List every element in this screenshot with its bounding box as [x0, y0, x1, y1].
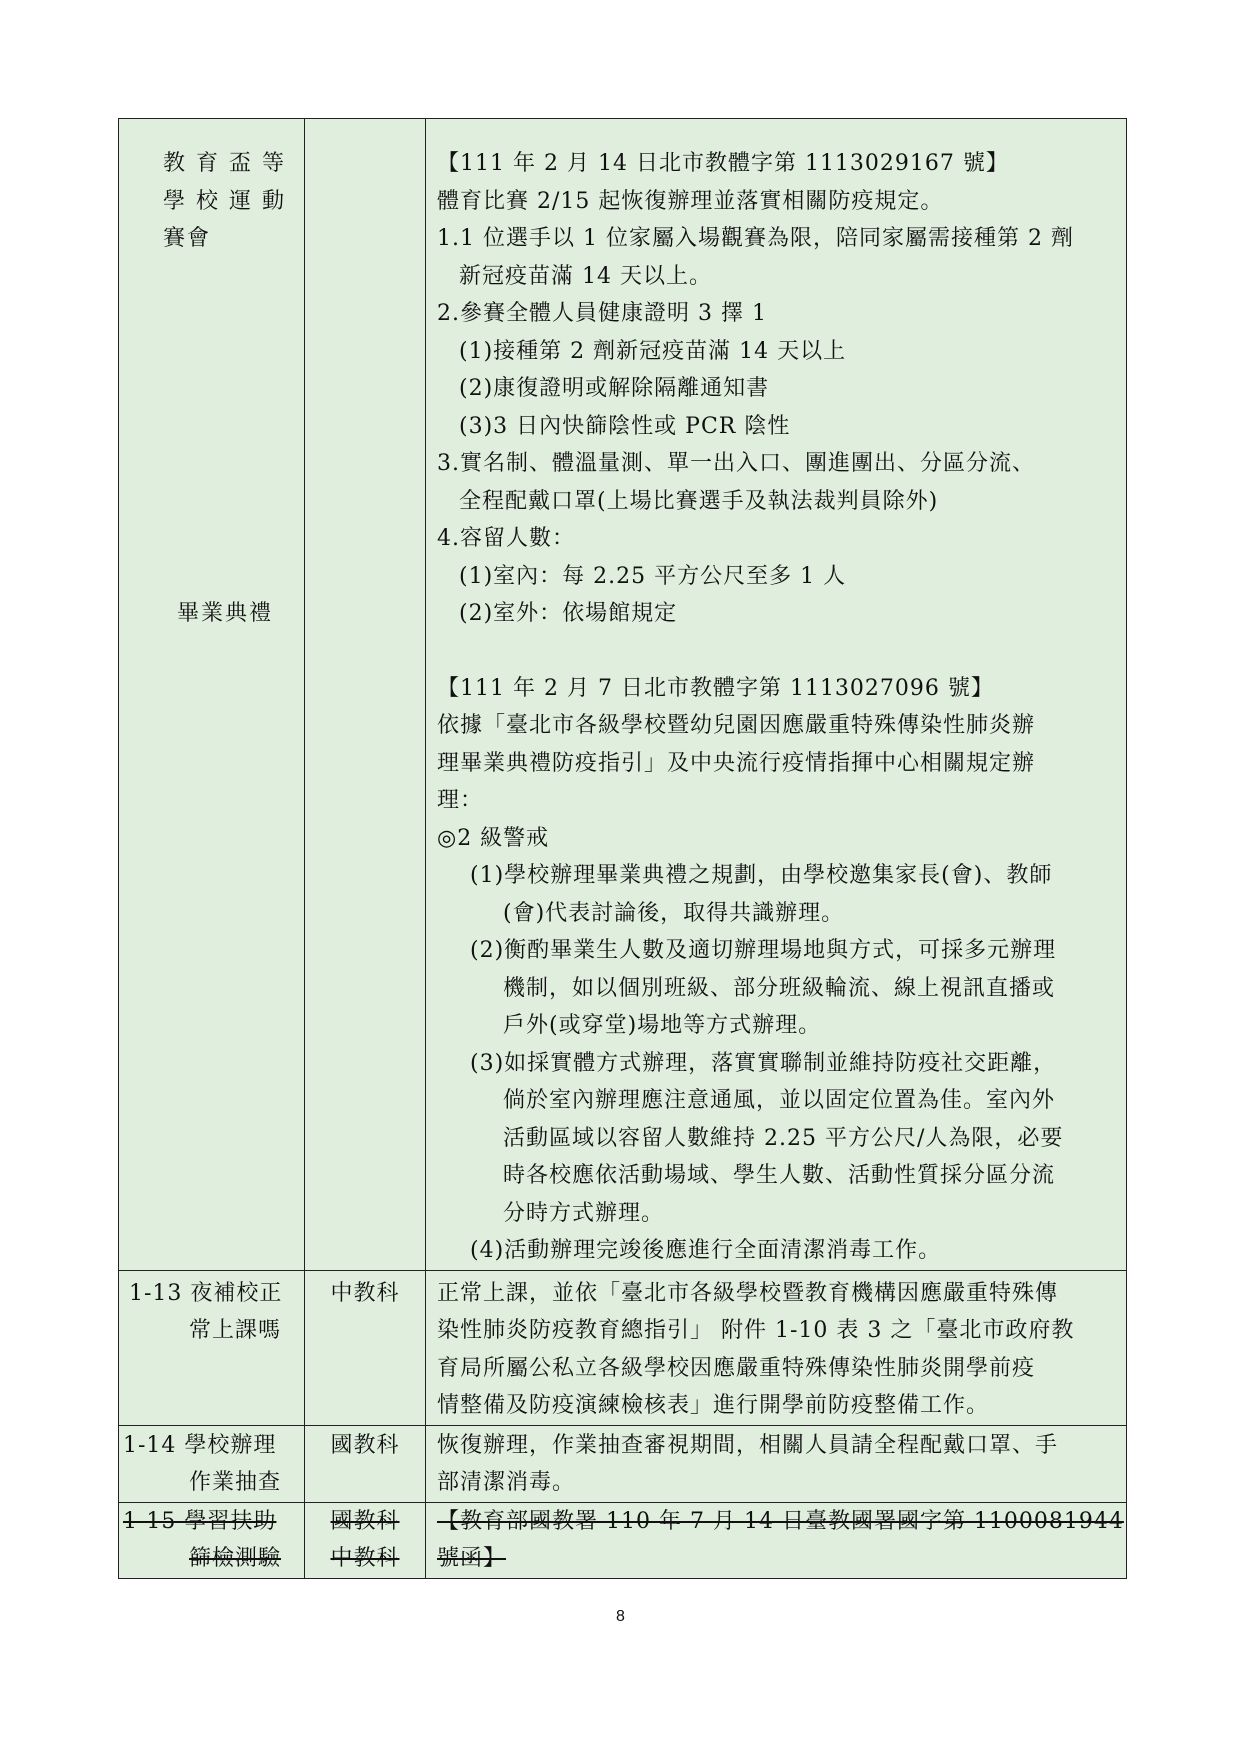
content-line: 理畢業典禮防疫指引」及中央流行疫情指揮中心相關規定辦 [437, 750, 1036, 776]
content-line: 號函】 [437, 1546, 507, 1571]
content-line: ◎2 級警戒 [437, 825, 550, 851]
category-line: 畢業典禮 [177, 600, 274, 626]
content-line: 育局所屬公私立各級學校因應嚴重特殊傳染性肺炎開學前疫 [437, 1355, 1036, 1381]
content-line: 時各校應依活動場域、學生人數、活動性質採分區分流 [503, 1163, 1056, 1188]
unit-cell [305, 119, 426, 1271]
content-line: 正常上課，並依「臺北市各級學校暨教育機構因應嚴重特殊傳 [437, 1280, 1059, 1306]
content-line: (會)代表討論後，取得共識辦理。 [503, 900, 845, 926]
category-line: 1-14 學校辦理 [123, 1432, 277, 1458]
content-line: 3.實名制、體溫量測、單一出入口、團進團出、分區分流、 [437, 451, 1035, 476]
category-line: 1-13 夜補校正 [129, 1280, 283, 1306]
unit-cell [305, 1425, 426, 1502]
content-line: (3)如採實體方式辦理，落實實聯制並維持防疫社交距離， [470, 1050, 1057, 1076]
table-row-1-13 [119, 1270, 1127, 1425]
notice-heading: 【111 年 2 月 14 日北市教體字第 1113029167 號】 [437, 151, 1009, 176]
content-line: 【教育部國教署 110 年 7 月 14 日臺教國署國字第 1100081944 [437, 1508, 1124, 1534]
content-line: (4)活動辦理完竣後應進行全面清潔消毒工作。 [470, 1238, 942, 1263]
content-line: 2.參賽全體人員健康證明 3 擇 1 [437, 301, 767, 326]
content-line: (1)室內：每 2.25 平方公尺至多 1 人 [459, 563, 847, 589]
category-line: 篩檢測驗 [189, 1546, 282, 1571]
content-line: 分時方式辦理。 [503, 1200, 665, 1226]
category-cell [119, 119, 305, 1271]
category-line: 賽會 [163, 226, 212, 251]
regulation-table [118, 118, 1127, 1579]
content-line: 全程配戴口罩(上場比賽選手及執法裁判員除外) [459, 488, 939, 514]
content-line: 依據「臺北市各級學校暨幼兒園因應嚴重特殊傳染性肺炎辦 [437, 713, 1036, 738]
content-cell [426, 1502, 1127, 1578]
notice-graduation [426, 670, 1126, 1270]
notice-heading: 【111 年 2 月 7 日北市教體字第 1113027096 號】 [437, 675, 994, 701]
category-line: 常上課嗎 [189, 1318, 282, 1343]
content-line: (2)衡酌畢業生人數及適切辦理場地與方式，可採多元辦理 [470, 938, 1057, 963]
content-cell [426, 1270, 1127, 1425]
category-line: 作業抽查 [189, 1470, 282, 1495]
category-cell [119, 1425, 305, 1502]
category-line: 1-15 學習扶助 [123, 1508, 277, 1534]
content-line: 倘於室內辦理應注意通風，並以固定位置為佳。室內外 [503, 1088, 1056, 1113]
content-line: 染性肺炎防疫教育總指引」 附件 1-10 表 3 之「臺北市政府教 [437, 1318, 1075, 1343]
category-sports-events [119, 119, 304, 258]
page-number: 8 [616, 1608, 625, 1625]
content-line: 1.1 位選手以 1 位家屬入場觀賽為限，陪同家屬需接種第 2 劑 [437, 226, 1074, 251]
content-line: (1)學校辦理畢業典禮之規劃，由學校邀集家長(會)、教師 [470, 863, 1053, 888]
category-line: 教 育 盃 等 [163, 151, 286, 176]
table-row-sports-graduation [119, 119, 1127, 1271]
category-cell [119, 1270, 305, 1425]
content-line: 機制，如以個別班級、部分班級輪流、線上視訊直播或 [503, 975, 1056, 1001]
unit-label: 國教科 [330, 1432, 400, 1458]
content-line: (1)接種第 2 劑新冠疫苗滿 14 天以上 [459, 338, 847, 364]
content-line: (2)室外：依場館規定 [459, 601, 678, 626]
unit-label: 中教科 [330, 1280, 400, 1306]
content-line: (3)3 日內快篩陰性或 PCR 陰性 [459, 413, 791, 439]
content-cell [426, 1425, 1127, 1502]
table-row-1-15 [119, 1502, 1127, 1578]
content-line: 新冠疫苗滿 14 天以上。 [459, 263, 712, 289]
notice-sports [426, 119, 1126, 633]
table-row-1-14 [119, 1425, 1127, 1502]
unit-cell [305, 1270, 426, 1425]
content-line: 情整備及防疫演練檢核表」進行開學前防疫整備工作。 [437, 1393, 990, 1418]
content-line: 理： [437, 788, 484, 813]
content-cell [426, 119, 1127, 1271]
category-cell [119, 1502, 305, 1578]
unit-label: 中教科 [330, 1546, 400, 1571]
content-line: 活動區域以容留人數維持 2.25 平方公尺/人為限，必要 [503, 1125, 1064, 1151]
content-line: 體育比賽 2/15 起恢復辦理並落實相關防疫規定。 [437, 188, 944, 214]
category-line: 學 校 運 動 [163, 188, 286, 214]
unit-cell [305, 1502, 426, 1578]
content-line: 戶外(或穿堂)場地等方式辦理。 [503, 1013, 822, 1038]
unit-label: 國教科 [330, 1508, 400, 1534]
content-line: 4.容留人數： [437, 526, 575, 551]
content-line: (2)康復證明或解除隔離通知書 [459, 376, 770, 401]
content-line: 部清潔消毒。 [437, 1470, 576, 1495]
category-graduation [119, 595, 304, 633]
content-line: 恢復辦理，作業抽查審視期間，相關人員請全程配戴口罩、手 [437, 1432, 1059, 1458]
